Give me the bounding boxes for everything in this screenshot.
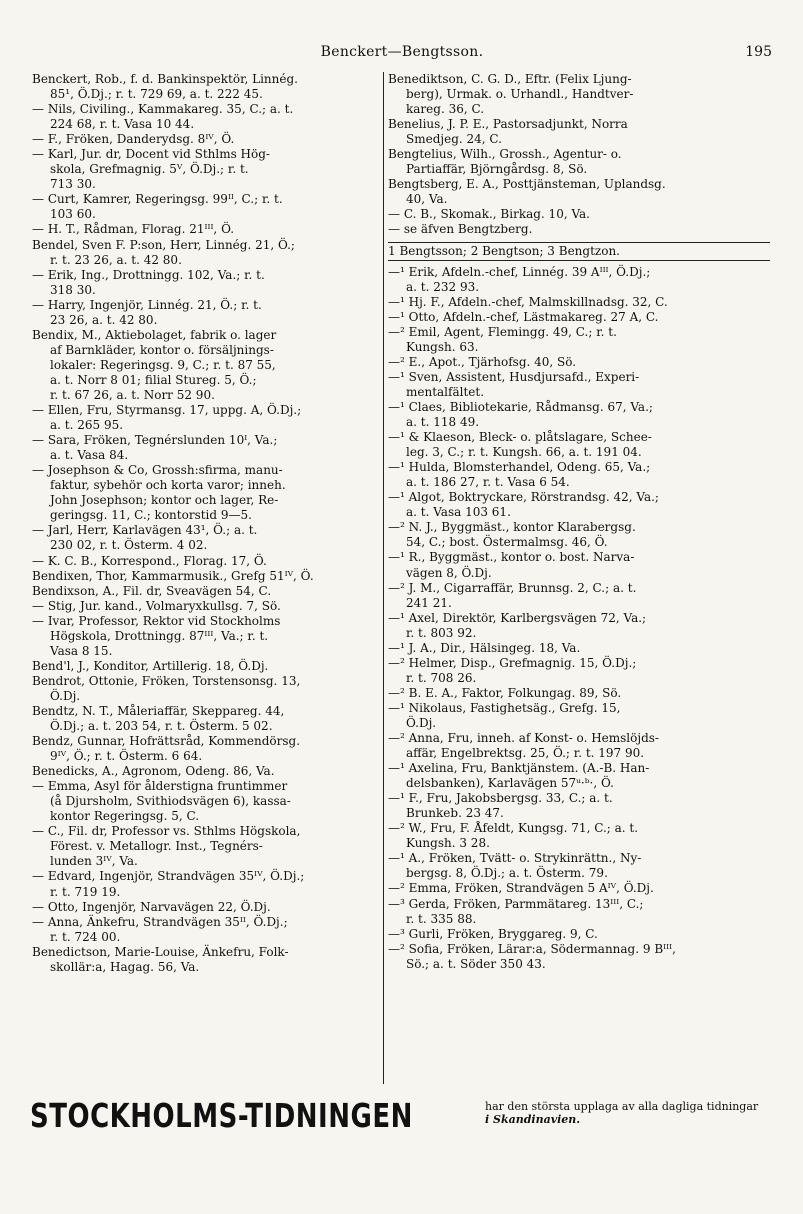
entry-line: Brunkeb. 23 47.: [406, 806, 504, 821]
entry-line: — Ivar, Professor, Rektor vid Stockholms: [32, 613, 281, 628]
entry-line: —³ Gerda, Fröken, Parmmätareg. 13ᴵᴵᴵ, C.;: [388, 896, 644, 911]
entry-line: faktur, sybehör och korta varor; inneh.: [50, 478, 286, 493]
entry-line: — Jarl, Herr, Karlavägen 43¹, Ö.; a. t.: [32, 523, 258, 538]
entry-line: Vasa 8 15.: [50, 643, 113, 658]
entry-line: affär, Engelbrektsg. 25, Ö.; r. t. 197 90.: [406, 746, 645, 761]
entry-line: (å Djursholm, Svithiodsvägen 6), kassa-: [50, 794, 291, 809]
newspaper-brand: STOCKHOLMS-TIDNINGEN: [30, 1098, 413, 1136]
entry-line: —¹ & Klaeson, Bleck- o. plåtslagare, Schee-: [388, 430, 652, 445]
entry-line: 9ᴵⱽ, Ö.; r. t. Österm. 6 64.: [50, 749, 203, 764]
entry-line: Bendixen, Thor, Kammarmusik., Grefg 51ᴵⱽ, Ö.: [32, 568, 314, 583]
entry-line: Benedicks, A., Agronom, Odeng. 86, Va.: [32, 764, 275, 779]
entry-line: berg), Urmak. o. Urhandl., Handtver-: [406, 87, 634, 102]
entry-line: — Ellen, Fru, Styrmansg. 17, uppg. A, Ö.Dj.;: [32, 403, 302, 418]
entry-line: a. t. 186 27, r. t. Vasa 6 54.: [406, 475, 570, 490]
entry-line: kareg. 36, C.: [406, 102, 485, 117]
entry-line: kontor Regeringsg. 5, C.: [50, 809, 200, 824]
entry-line: — Emma, Asyl för ålderstigna fruntimmer: [32, 779, 288, 794]
entry-line: —² Sofia, Fröken, Lärar:a, Södermannag. 9 Bᴵᴵᴵ,: [388, 941, 676, 956]
entry-line: —¹ Algot, Boktryckare, Rörstrandsg. 42, Va.;: [388, 490, 659, 505]
entry-line: —² E., Apot., Tjärhofsg. 40, Sö.: [388, 354, 577, 369]
entry-line: —² Emil, Agent, Flemingg. 49, C.; r. t.: [388, 324, 617, 339]
right-column-bottom: [388, 265, 770, 972]
entry-line: a. t. 118 49.: [406, 415, 480, 430]
entry-line: skola, Grefmagnig. 5ⱽ, Ö.Dj.; r. t.: [50, 162, 249, 177]
entry-line: 241 21.: [406, 595, 452, 610]
entry-line: 54, C.; bost. Östermalmsg. 46, Ö.: [406, 535, 608, 550]
entry-line: Kungsh. 3 28.: [406, 836, 490, 851]
slogan-line-1: har den största upplaga av alla dagliga tidningar: [485, 1100, 759, 1113]
entry-line: 318 30.: [50, 282, 96, 297]
entry-line: — H. T., Rådman, Florag. 21ᴵᴵᴵ, Ö.: [32, 222, 235, 237]
entry-line: —¹ Erik, Afdeln.-chef, Linnég. 39 Aᴵᴵᴵ, Ö.Dj.;: [388, 264, 651, 279]
entry-line: — Stig, Jur. kand., Volmaryxkullsg. 7, Sö.: [32, 598, 281, 613]
entry-line: —³ Gurli, Fröken, Bryggareg. 9, C.: [388, 926, 598, 941]
running-title: Benckert—Bengtsson.: [320, 44, 484, 60]
entry-line: vägen 8, Ö.Dj.: [406, 565, 492, 580]
entry-line: 230 02, r. t. Österm. 4 02.: [50, 538, 208, 553]
entry-line: —¹ Axelina, Fru, Banktjänstem. (A.-B. Han-: [388, 761, 650, 776]
entry-line: Benedictson, Marie-Louise, Änkefru, Folk-: [32, 944, 289, 959]
entry-line: — F., Fröken, Danderydsg. 8ᴵⱽ, Ö.: [32, 132, 235, 147]
entry-line: r. t. 719 19.: [50, 884, 121, 899]
entry-line: Bendixson, A., Fil. dr, Sveavägen 54, C.: [32, 583, 272, 598]
entry-line: Bendrot, Ottonie, Fröken, Torstensonsg. 13,: [32, 673, 301, 688]
entry-line: r. t. 803 92.: [406, 625, 477, 640]
entry-line: 224 68, r. t. Vasa 10 44.: [50, 117, 195, 132]
entry-line: r. t. 23 26, a. t. 42 80.: [50, 252, 182, 267]
entry-line: — Nils, Civiling., Kammakareg. 35, C.; a. t.: [32, 102, 294, 117]
entry-line: —¹ J. A., Dir., Hälsingeg. 18, Va.: [388, 640, 581, 655]
entry-line: —² W., Fru, F. Åfeldt, Kungsg. 71, C.; a. t.: [388, 821, 639, 836]
entry-line: 713 30.: [50, 177, 96, 192]
entry-line: delsbanken), Karlavägen 57ᵘ·ᵇ·, Ö.: [406, 776, 614, 791]
entry-line: — Curt, Kamrer, Regeringsg. 99ᴵᴵ, C.; r. t.: [32, 192, 283, 207]
entry-line: 103 60.: [50, 207, 96, 222]
entry-line: Partiaffär, Björngårdsg. 8, Sö.: [406, 162, 588, 177]
entry-line: —¹ Nikolaus, Fastighetsäg., Grefg. 15,: [388, 700, 621, 715]
entry-line: —¹ F., Fru, Jakobsbergsg. 33, C.; a. t.: [388, 791, 613, 806]
entry-line: — Harry, Ingenjör, Linnég. 21, Ö.; r. t.: [32, 297, 262, 312]
page-header: [32, 44, 772, 64]
entry-line: skollär:a, Hagag. 56, Va.: [50, 959, 200, 974]
entry-line: Kungsh. 63.: [406, 339, 479, 354]
subheading: 1 Bengtsson; 2 Bengtson; 3 Bengtzon.: [388, 242, 770, 261]
entry-line: r. t. 67 26, a. t. Norr 52 90.: [50, 387, 215, 402]
entry-line: Förest. v. Metallogr. Inst., Tegnérs-: [50, 839, 263, 854]
left-column: [32, 72, 382, 1084]
right-column: [388, 72, 770, 1084]
page-number: 195: [745, 44, 772, 60]
entry-line: Bendz, Gunnar, Hofrättsråd, Kommendörsg.: [32, 734, 301, 749]
entry-line: r. t. 708 26.: [406, 670, 477, 685]
entry-line: Ö.Dj.: [406, 715, 437, 730]
entry-line: —² Anna, Fru, inneh. af Konst- o. Hemslöjds-: [388, 731, 659, 746]
entry-line: Smedjeg. 24, C.: [406, 132, 502, 147]
entry-line: af Barnkläder, kontor o. försäljnings-: [50, 342, 274, 357]
entry-line: —¹ R., Byggmäst., kontor o. bost. Narva-: [388, 550, 635, 565]
entry-line: —¹ Sven, Assistent, Husdjursafd., Experi-: [388, 369, 640, 384]
right-column-top: [388, 72, 770, 238]
entry-line: a. t. Vasa 103 61.: [406, 505, 511, 520]
entry-line: Bend'l, J., Konditor, Artillerig. 18, Ö.Dj.: [32, 658, 269, 673]
entry-line: Ö.Dj.: [50, 688, 81, 703]
entry-line: Bendtz, N. T., Måleriaffär, Skeppareg. 44,: [32, 703, 285, 718]
entry-line: —² Helmer, Disp., Grefmagnig. 15, Ö.Dj.;: [388, 655, 637, 670]
entry-line: —¹ Hulda, Blomsterhandel, Odeng. 65, Va.;: [388, 460, 651, 475]
entry-line: 23 26, a. t. 42 80.: [50, 312, 158, 327]
entry-line: geringsg. 11, C.; kontorstid 9—5.: [50, 508, 252, 523]
entry-line: —¹ Axel, Direktör, Karlbergsvägen 72, Va.;: [388, 610, 647, 625]
entry-line: — Sara, Fröken, Tegnérslunden 10ᴵ, Va.;: [32, 433, 278, 448]
entry-line: Ö.Dj.; a. t. 203 54, r. t. Österm. 5 02.: [50, 719, 273, 734]
entry-line: —¹ A., Fröken, Tvätt- o. Strykinrättn., Ny-: [388, 851, 642, 866]
entry-line: Bengtelius, Wilh., Grossh., Agentur- o.: [388, 147, 622, 162]
entry-line: leg. 3, C.; r. t. Kungsh. 66, a. t. 191 04.: [406, 445, 642, 460]
entry-line: —¹ Claes, Bibliotekarie, Rådmansg. 67, Va.;: [388, 399, 653, 414]
entry-line: r. t. 724 00.: [50, 929, 121, 944]
entry-line: a. t. Vasa 84.: [50, 448, 129, 463]
entry-line: —² Emma, Fröken, Strandvägen 5 Aᴵⱽ, Ö.Dj.: [388, 881, 654, 896]
entry-line: John Josephson; kontor och lager, Re-: [50, 493, 279, 508]
entry-line: Benckert, Rob., f. d. Bankinspektör, Linnég.: [32, 72, 298, 86]
entry-line: Högskola, Drottningg. 87ᴵᴵᴵ, Va.; r. t.: [50, 628, 269, 643]
entry-line: — Karl, Jur. dr, Docent vid Sthlms Hög-: [32, 147, 270, 162]
column-divider: [383, 72, 384, 1084]
entry-line: — C. B., Skomak., Birkag. 10, Va.: [388, 207, 590, 222]
entry-line: Sö.; a. t. Söder 350 43.: [406, 956, 546, 971]
entry-line: 85¹, Ö.Dj.; r. t. 729 69, a. t. 222 45.: [50, 87, 263, 102]
entry-line: lokaler: Regeringsg. 9, C.; r. t. 87 55,: [50, 357, 276, 372]
entry-line: —² B. E. A., Faktor, Folkungag. 89, Sö.: [388, 685, 622, 700]
entry-line: Benediktson, C. G. D., Eftr. (Felix Ljung-: [388, 72, 632, 86]
entry-line: a. t. 265 95.: [50, 418, 124, 433]
entry-line: — Josephson & Co, Grossh:sfirma, manu-: [32, 463, 283, 478]
entry-line: mentalfältet.: [406, 384, 485, 399]
entry-line: —² J. M., Cigarraffär, Brunnsg. 2, C.; a. t.: [388, 580, 637, 595]
entry-line: — Otto, Ingenjör, Narvavägen 22, Ö.Dj.: [32, 899, 271, 914]
entry-line: — C., Fil. dr, Professor vs. Sthlms Högskola,: [32, 824, 301, 839]
entry-line: Bendel, Sven F. P:son, Herr, Linnég. 21, Ö.;: [32, 237, 295, 252]
entry-line: bergsg. 8, Ö.Dj.; a. t. Österm. 79.: [406, 866, 608, 881]
entry-line: —¹ Otto, Afdeln.-chef, Lästmakareg. 27 A, C.: [388, 309, 659, 324]
entry-line: a. t. Norr 8 01; filial Stureg. 5, Ö.;: [50, 372, 257, 387]
advertisement-footer: [30, 1098, 775, 1148]
entry-line: Bendix, M., Aktiebolaget, fabrik o. lager: [32, 327, 277, 342]
slogan: [485, 1100, 758, 1126]
entry-line: —² N. J., Byggmäst., kontor Klarabergsg.: [388, 520, 636, 535]
entry-line: r. t. 335 88.: [406, 911, 477, 926]
entry-line: — Edvard, Ingenjör, Strandvägen 35ᴵⱽ, Ö.Dj.;: [32, 869, 305, 884]
entry-line: lunden 3ᴵⱽ, Va.: [50, 854, 138, 869]
entry-line: Benelius, J. P. E., Pastorsadjunkt, Norra: [388, 117, 628, 132]
entry-line: —¹ Hj. F., Afdeln.-chef, Malmskillnadsg. 32, C.: [388, 294, 668, 309]
entry-line: a. t. 232 93.: [406, 279, 480, 294]
entry-line: — Anna, Änkefru, Strandvägen 35ᴵᴵ, Ö.Dj.;: [32, 914, 288, 929]
entry-line: 40, Va.: [406, 192, 448, 207]
entry-line: — K. C. B., Korrespond., Florag. 17, Ö.: [32, 553, 267, 568]
entry-line: Bengtsberg, E. A., Posttjänsteman, Uplandsg.: [388, 177, 666, 192]
entry-line: — se äfven Bengtzberg.: [388, 222, 533, 237]
entry-line: — Erik, Ing., Drottningg. 102, Va.; r. t.: [32, 267, 265, 282]
slogan-line-2: i Skandinavien.: [485, 1113, 581, 1126]
